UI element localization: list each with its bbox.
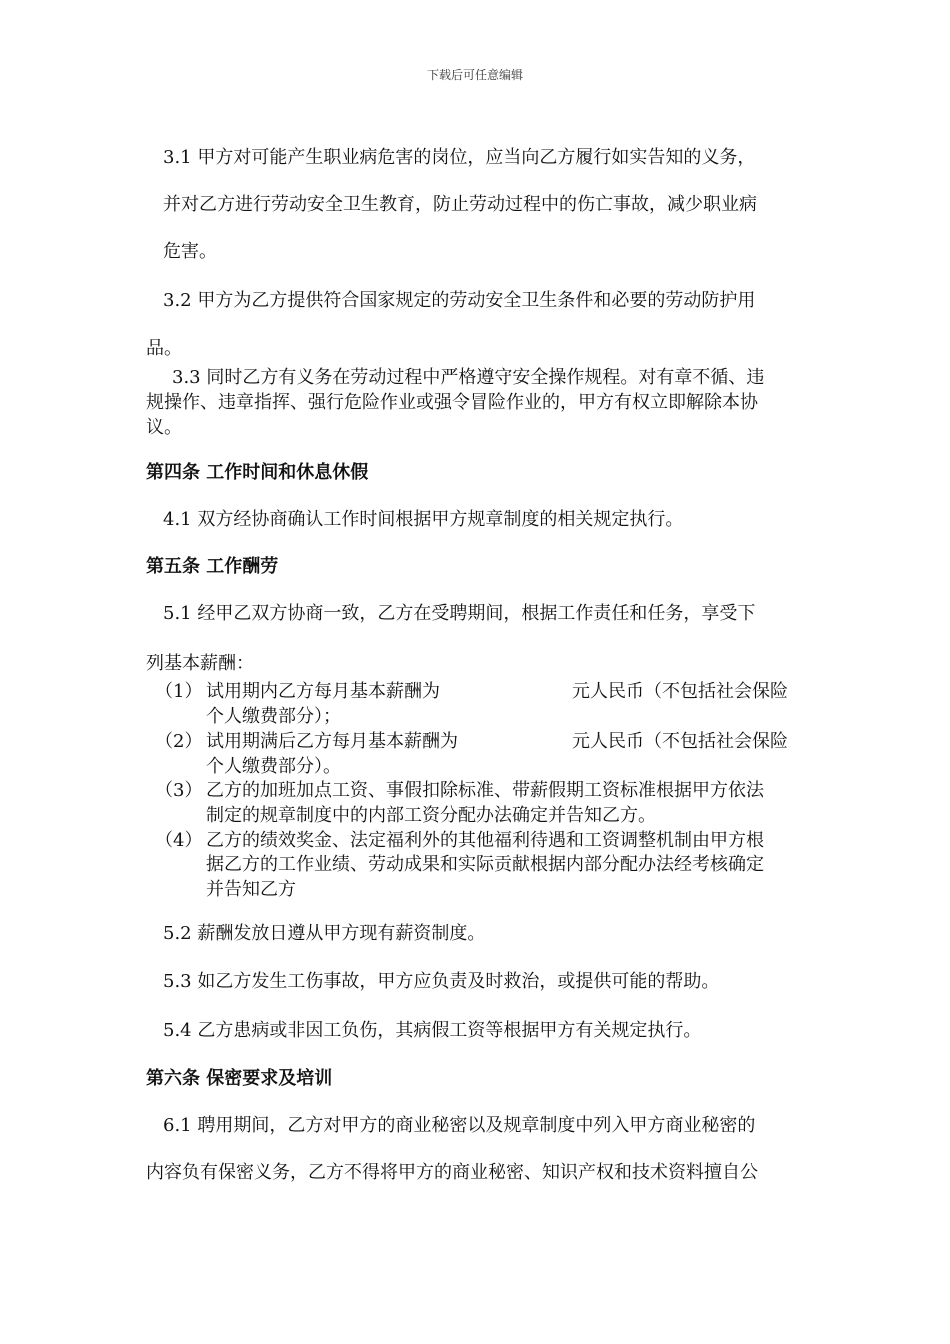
para-5-2: 5.2 薪酬发放日遵从甲方现有薪资制度。 [163,923,486,944]
list-item-1-text: 试用期内乙方每月基本薪酬为 [206,681,440,702]
para-4-1: 4.1 双方经协商确认工作时间根据甲方规章制度的相关规定执行。 [163,509,684,530]
para-3-1-line1: 3.1 甲方对可能产生职业病危害的岗位，应当向乙方履行如实告知的义务， [163,147,756,168]
para-5-4: 5.4 乙方患病或非因工负伤，其病假工资等根据甲方有关规定执行。 [163,1020,702,1041]
list-item-1-number: （1） [155,681,203,702]
list-item-2-text: 试用期满后乙方每月基本薪酬为 [206,731,458,752]
list-item-1-cont: 个人缴费部分）； [206,706,341,727]
list-item-4-number: （4） [155,830,203,851]
para-3-1-line2: 并对乙方进行劳动安全卫生教育，防止劳动过程中的伤亡事故，减少职业病 [163,194,757,215]
section-heading-5: 第五条 工作酬劳 [146,556,279,577]
list-item-2-currency: 元人民币（不包括社会保险 [572,731,788,752]
list-item-1-currency: 元人民币（不包括社会保险 [572,681,788,702]
list-item-2-cont: 个人缴费部分）。 [206,756,341,777]
para-5-3: 5.3 如乙方发生工伤事故，甲方应负责及时救治，或提供可能的帮助。 [163,971,720,992]
list-item-3-cont: 制定的规章制度中的内部工资分配办法确定并告知乙方。 [206,805,656,826]
para-5-1-line1: 5.1 经甲乙双方协商一致，乙方在受聘期间，根据工作责任和任务，享受下 [163,603,756,624]
list-item-3-number: （3） [155,780,203,801]
section-heading-4: 第四条 工作时间和休息休假 [146,462,369,483]
list-item-2-number: （2） [155,731,203,752]
page-header: 下载后可任意编辑 [426,68,523,82]
para-5-1-line2: 列基本薪酬： [146,653,254,674]
section-heading-6: 第六条 保密要求及培训 [146,1068,333,1089]
para-3-3-line1: 3.3 同时乙方有义务在劳动过程中严格遵守安全操作规程。对有章不循、违 [172,367,765,388]
para-3-2-line1: 3.2 甲方为乙方提供符合国家规定的劳动安全卫生条件和必要的劳动防护用 [163,290,756,311]
list-item-3-text: 乙方的加班加点工资、事假扣除标准、带薪假期工资标准根据甲方依法 [206,780,764,801]
para-3-3-line3: 议。 [146,417,182,438]
list-item-4-cont2: 并告知乙方 [206,879,296,900]
list-item-4-text: 乙方的绩效奖金、法定福利外的其他福利待遇和工资调整机制由甲方根 [206,830,764,851]
para-3-2-line2: 品。 [146,338,182,359]
para-6-1-line2: 内容负有保密义务，乙方不得将甲方的商业秘密、知识产权和技术资料擅自公 [146,1162,758,1183]
para-3-1-line3: 危害。 [163,241,217,262]
list-item-4-cont1: 据乙方的工作业绩、劳动成果和实际贡献根据内部分配办法经考核确定 [206,854,764,875]
para-3-3-line2: 规操作、违章指挥、强行危险作业或强令冒险作业的，甲方有权立即解除本协 [146,392,758,413]
para-6-1-line1: 6.1 聘用期间，乙方对甲方的商业秘密以及规章制度中列入甲方商业秘密的 [163,1115,756,1136]
